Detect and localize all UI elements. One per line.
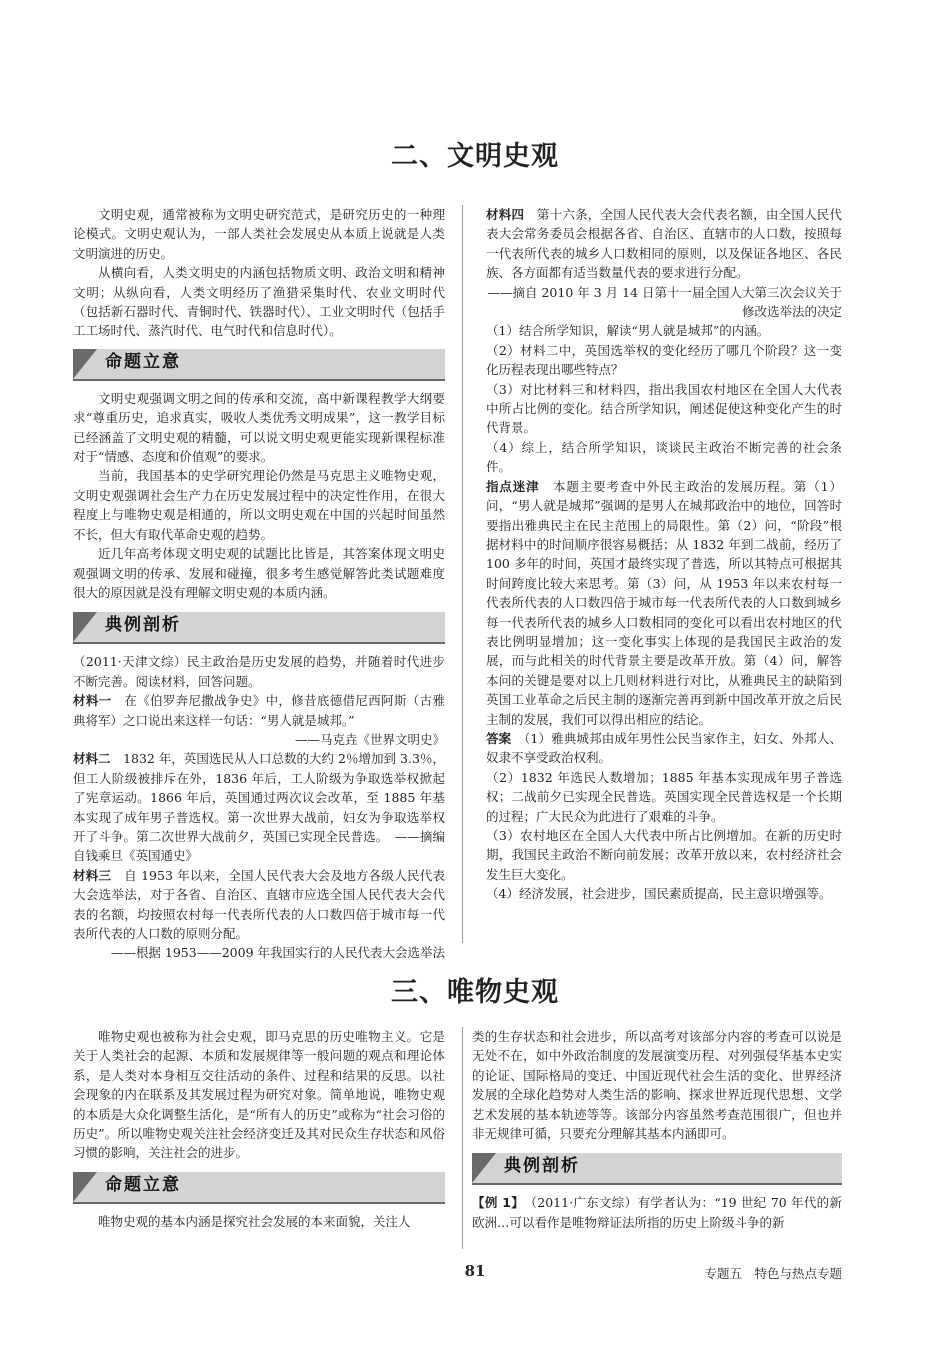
- column-divider: [462, 205, 463, 943]
- banner-heading: 典例剖析: [105, 615, 181, 636]
- page-number: 81: [464, 1262, 486, 1280]
- paragraph: 唯物史观的基本内涵是探究社会发展的本来面貌，关注人: [98, 1213, 411, 1229]
- answer: （3）农村地区在全国人大代表中所占比例增加。在新的历史时期，我国民主政治不断向前发展；改革开放以来，农村经济社会发生巨大变化。: [486, 828, 842, 882]
- paragraph: 文明史观强调文明之间的传承和交流，高中新课程教学大纲要求“尊重历史，追求真实，吸收人类优秀文明成果”，这一教学目标已经涵盖了文明史观的精髓，可以说文明史观更能实现新课程标准对于“情感、态度和价值观”的要求。: [73, 390, 445, 465]
- section-banner: [472, 1153, 842, 1185]
- question: （4）综上，结合所学知识，谈谈民主政治不断完善的社会条件。: [486, 439, 842, 475]
- material: [73, 749, 445, 865]
- material-label: 材料一: [73, 693, 112, 709]
- left-column: [73, 1027, 445, 1231]
- section-banner: [73, 612, 445, 644]
- material-text: 1832 年，英国选民从人口总数的大约 2％增加到 3.3％，但工人阶级被排斥在外，1836 年后，工人阶级为争取选举权掀起了宪章运动。1866 年后，英国通过两次议会改革，至 1885 年基本实现了成年男子普选权。第一次世界大战前，妇女为争取选举权开了斗争。第二次世界大战前夕，英国已实现全民普选。 ——摘编自钱乘旦《英国通史》: [73, 751, 445, 864]
- paragraph: 近几年高考体现文明史观的试题比比皆是，其答案体现文明史观强调文明的传承、发展和碰撞，很多考生感觉解答此类试题难度很大的原因就是没有理解文明史观的本质内涵。: [73, 546, 445, 600]
- guide-label: 指点迷津: [486, 478, 540, 494]
- paragraph: 文明史观，通常被称为文明史研究范式，是研究历史的一种理论模式。文明史观认为，一部人类社会发展史从本质上说就是人类文明演进的历史。: [73, 207, 445, 261]
- paragraph: 唯物史观也被称为社会史观，即马克思的历史唯物主义。它是关于人类社会的起源、本质和发展规律等一般问题的观点和理论体系，是人类对本身相互交往活动的条件、过程和结果的反思。以社会现象的内在联系及其发展过程为研究对象。简单地说，唯物史观的本质是大众化调整生活化，是“所有人的历史”或称为“社会习俗的历史”。所以唯物史观关注社会经济变迁及其对民众生存状态和风俗习惯的影响，关注社会的进步。: [73, 1029, 445, 1161]
- answer: （2）1832 年选民人数增加；1885 年基本实现成年男子普选权；二战前夕已实现全民普选。英国实现全民普选权是一个长期的过程；广大民众为此进行了艰难的斗争。: [486, 769, 842, 824]
- banner-heading: 典例剖析: [504, 1156, 580, 1177]
- section-title: 三、唯物史观: [391, 977, 559, 1008]
- question: （3）对比材料三和材料四，指出我国农村地区在全国人大代表中所占比例的变化。结合所学知识，阐述促使这种变化产生的时代背景。: [486, 381, 842, 436]
- answer: （4）经济发展，社会进步，国民素质提高，民主意识增强等。: [486, 886, 832, 902]
- material: [73, 691, 445, 730]
- material-source: ——摘自 2010 年 3 月 14 日第十一届全国人大第三次会议关于修改选举法的决定: [487, 284, 842, 320]
- banner-heading: 命题立意: [105, 351, 181, 372]
- question-intro: （2011·天津文综）民主政治是历史发展的趋势，并随着时代进步不断完善。阅读材料，回答问题。: [73, 654, 445, 689]
- material-source: ——根据 1953——2009 年我国实行的人民代表大会选举法: [110, 945, 445, 961]
- question: （1）结合所学知识，解读“男人就是城邦”的内涵。: [486, 323, 770, 339]
- material-label: 材料三: [73, 867, 112, 883]
- material-label: 材料四: [486, 207, 525, 222]
- running-title: 专题五 特色与热点专题: [704, 1266, 842, 1281]
- example: [472, 1193, 842, 1232]
- left-column: [73, 205, 445, 963]
- example-text: （2011·广东文综）有学者认为：“19 世纪 70 年代的新欧洲…可以看作是唯物辩证法所指的历史上阶级斗争的新: [472, 1195, 842, 1230]
- paragraph: 类的生存状态和社会进步，所以高考对该部分内容的考查可以说是无处不在，如中外政治制度的发展演变历程、对列强侵华基本史实的论证、国际格局的变迁、中国近现代社会生活的变化、世界经济发展的全球化趋势对人类生活的影响、探求世界近现代思想、文学艺术发展的基本轨迹等等。该部分内容虽然考查范围很广，但也并非无规律可循，只要充分理解其基本内涵即可。: [472, 1029, 842, 1142]
- material-text: 在《伯罗奔尼撒战争史》中，修昔底德借尼西阿斯（古雅典将军）之口说出来这样一句话：“男人就是城邦。”: [73, 693, 445, 728]
- material-text: 第十六条，全国人民代表大会代表名额，由全国人民代表大会常务委员会根据各省、自治区、直辖市的人口数，按照每一代表所代表的城乡人口数相同的原则，以及保证各地区、各民族、各方面都有适当数量代表的要求进行分配。: [486, 207, 842, 281]
- section-banner: [73, 1172, 445, 1204]
- answer: [486, 729, 842, 768]
- answer-text: （1）雅典城邦由成年男性公民当家作主，妇女、外邦人、奴隶不享受政治权利。: [486, 730, 842, 766]
- guide-text: 本题主要考查中外民主政治的发展历程。第（1）问，“男人就是城邦”强调的是男人在城邦政治中的地位，回答时要指出雅典民主在民主范围上的局限性。第（2）问，“阶段”根据材料中的时间顺序很容易概括；从 1832 年到二战前，经历了 100 多年的时间，英国才最终实现了普选，所以其特点可根据其时间跨度比较大来思考。第（3）问，从 1953 年以来农村每一代表所代表的人口数四倍于城市每一代表所代表的人口数到城乡每一代表所代表的城乡人口数相同的变化可以看出农村地区的代表比例明显增加；这一变化事实上体现的是我国民主政治的发展，而与此相关的时代背景主要是改革开放。第（4）问，解答本问的关键是要对以上几则材料进行对比，从雅典民主的缺陷到英国工业革命之后民主制的逐渐完善再到新中国改革开放之后民主制的发展，我们可以得出相应的结论。: [486, 478, 842, 727]
- example-label: 【例 1】: [472, 1195, 518, 1211]
- material-source: ——马克垚《世界文明史》: [294, 731, 445, 747]
- material-text: 自 1953 年以来，全国人民代表大会及地方各级人民代表大会选举法，对于各省、自治区、直辖市应选全国人民代表大会代表的名额，均按照农村每一代表所代表的人口数四倍于城市每一代表所代表的人口数的原则分配。: [73, 867, 445, 941]
- material: [486, 205, 842, 283]
- section-title: 二、文明史观: [391, 141, 559, 172]
- guide: [486, 477, 842, 729]
- paragraph: 从横向看，人类文明史的内涵包括物质文明、政治文明和精神文明；从纵向看，人类文明经历了渔猎采集时代、农业文明时代（包括新石器时代、青铜时代、铁器时代）、工业文明时代（包括手工工场时代、蒸汽时代、电气时代和信息时代）。: [73, 265, 445, 339]
- material-label: 材料二: [73, 751, 111, 767]
- banner-heading: 命题立意: [105, 1174, 181, 1195]
- section-banner: [73, 349, 445, 381]
- question: （2）材料二中，英国选举权的变化经历了哪几个阶段？这一变化历程表现出哪些特点？: [486, 342, 842, 378]
- paragraph: 当前，我国基本的史学研究理论仍然是马克思主义唯物史观，文明史观强调社会生产力在历史发展过程中的决定性作用，在很大程度上与唯物史观是相通的，所以文明史观在中国的兴起时间虽然不长，但大有取代革命史观的趋势。: [73, 468, 445, 542]
- material: [73, 866, 445, 944]
- right-column: [472, 1027, 842, 1232]
- answer-label: 答案: [486, 730, 512, 746]
- column-divider: [462, 1027, 463, 1249]
- right-column: [486, 205, 842, 904]
